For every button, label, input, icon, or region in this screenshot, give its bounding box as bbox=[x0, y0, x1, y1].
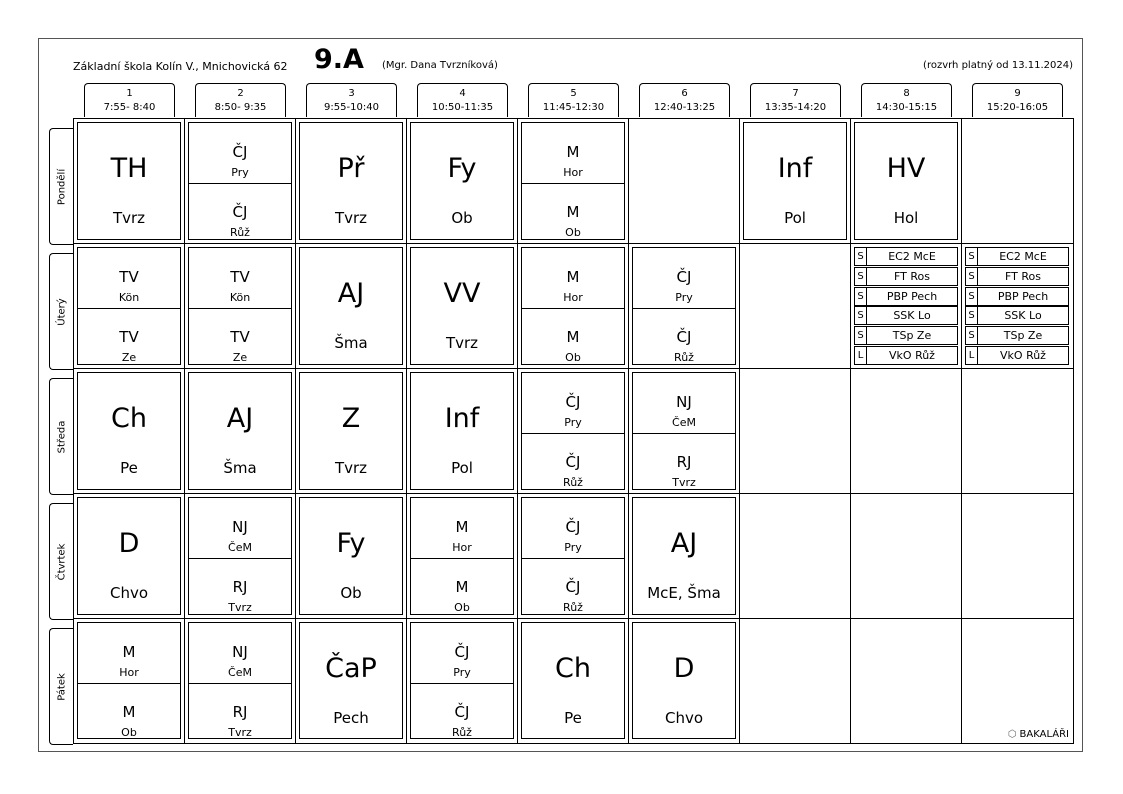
day-label bbox=[49, 128, 73, 245]
lesson-half[interactable] bbox=[78, 308, 180, 366]
period-header bbox=[750, 83, 841, 117]
lesson-subject: ČJ bbox=[565, 578, 581, 596]
group-row[interactable] bbox=[965, 287, 1069, 306]
group-text: TSp Ze bbox=[892, 329, 932, 343]
period-time: 12:40-13:25 bbox=[653, 102, 716, 113]
group-text: SSK Lo bbox=[1004, 309, 1042, 323]
day-name: Pondělí bbox=[56, 168, 67, 205]
lesson-subject: D bbox=[673, 653, 695, 684]
lesson-subject: M bbox=[566, 268, 580, 286]
lesson-subject: RJ bbox=[232, 703, 248, 721]
group-row[interactable] bbox=[965, 346, 1069, 365]
lesson-teacher: Ze bbox=[232, 351, 248, 364]
lesson-teacher: Pry bbox=[231, 166, 249, 179]
period-time: 7:55- 8:40 bbox=[103, 102, 156, 113]
period-header bbox=[972, 83, 1063, 117]
group-text: PBP Pech bbox=[997, 289, 1049, 303]
period-number: 6 bbox=[681, 88, 688, 99]
lesson-subject: M bbox=[455, 578, 469, 596]
lesson-half[interactable] bbox=[78, 248, 180, 309]
period-number: 1 bbox=[126, 88, 133, 99]
lesson-teacher: Pol bbox=[451, 459, 473, 477]
grid-line-v bbox=[184, 119, 185, 743]
group-type: S bbox=[966, 327, 978, 344]
lesson-teacher: Růž bbox=[674, 351, 694, 364]
group-row[interactable] bbox=[854, 346, 958, 365]
group-row[interactable] bbox=[965, 247, 1069, 266]
lesson-half[interactable] bbox=[78, 623, 180, 684]
period-header bbox=[195, 83, 286, 117]
lesson-subject: TV bbox=[119, 328, 139, 346]
day-name: Úterý bbox=[56, 297, 67, 326]
grid-line-h bbox=[74, 243, 1073, 244]
lesson-subject: VV bbox=[443, 278, 481, 309]
lesson-cell[interactable] bbox=[521, 622, 625, 739]
lesson-cell[interactable] bbox=[632, 622, 736, 739]
lesson-teacher: Pry bbox=[564, 541, 582, 554]
lesson-teacher: Ob bbox=[340, 584, 362, 602]
lesson-cell[interactable] bbox=[299, 247, 403, 365]
period-number: 4 bbox=[459, 88, 466, 99]
lesson-cell[interactable] bbox=[410, 247, 514, 365]
lesson-cell[interactable] bbox=[299, 497, 403, 615]
grid-line-h bbox=[74, 493, 1073, 494]
period-header bbox=[306, 83, 397, 117]
lesson-half[interactable] bbox=[189, 183, 291, 241]
group-row[interactable] bbox=[854, 287, 958, 306]
day-name: Středa bbox=[56, 420, 67, 453]
period-time: 11:45-12:30 bbox=[542, 102, 605, 113]
lesson-cell[interactable] bbox=[521, 497, 625, 615]
lesson-cell[interactable] bbox=[77, 122, 181, 240]
lesson-subject: TH bbox=[110, 153, 148, 184]
lesson-half[interactable] bbox=[189, 623, 291, 684]
lesson-subject: Fy bbox=[447, 153, 477, 184]
period-time: 8:50- 9:35 bbox=[214, 102, 267, 113]
day-name: Pátek bbox=[56, 672, 67, 701]
group-type: S bbox=[855, 268, 867, 285]
lesson-subject: HV bbox=[886, 153, 926, 184]
lesson-subject: M bbox=[566, 143, 580, 161]
grid-line-v bbox=[406, 119, 407, 743]
lesson-subject: M bbox=[566, 328, 580, 346]
lesson-subject: ČJ bbox=[454, 643, 470, 661]
lesson-subject: TV bbox=[230, 268, 250, 286]
grid-line-h bbox=[74, 368, 1073, 369]
lesson-cell[interactable] bbox=[188, 372, 292, 490]
lesson-teacher: Hor bbox=[119, 666, 139, 679]
lesson-subject: M bbox=[122, 703, 136, 721]
lesson-cell[interactable] bbox=[410, 497, 514, 615]
day-name: Čtvrtek bbox=[56, 543, 67, 580]
lesson-half[interactable] bbox=[522, 558, 624, 616]
grid-line-v bbox=[739, 119, 740, 743]
lesson-teacher: ČeM bbox=[672, 416, 696, 429]
group-type: S bbox=[855, 307, 867, 324]
period-time: 15:20-16:05 bbox=[986, 102, 1049, 113]
day-label bbox=[49, 503, 73, 620]
lesson-half[interactable] bbox=[633, 433, 735, 491]
valid-from: (rozvrh platný od 13.11.2024) bbox=[923, 60, 1073, 71]
lesson-subject: ČJ bbox=[676, 268, 692, 286]
group-type: S bbox=[855, 288, 867, 305]
lesson-teacher: Pech bbox=[333, 709, 369, 727]
period-number: 3 bbox=[348, 88, 355, 99]
grid-line-v bbox=[517, 119, 518, 743]
lesson-cell[interactable] bbox=[632, 497, 736, 615]
period-header bbox=[861, 83, 952, 117]
lesson-teacher: Pe bbox=[564, 709, 582, 727]
lesson-cell[interactable] bbox=[854, 122, 958, 240]
lesson-subject: Př bbox=[337, 153, 365, 184]
lesson-cell[interactable] bbox=[188, 497, 292, 615]
lesson-subject: Ch bbox=[555, 653, 591, 684]
lesson-subject: NJ bbox=[232, 643, 248, 661]
group-type: S bbox=[966, 288, 978, 305]
lesson-half[interactable] bbox=[633, 308, 735, 366]
lesson-teacher: Tvrz bbox=[228, 726, 252, 739]
group-text: EC2 McE bbox=[888, 250, 936, 263]
period-time: 14:30-15:15 bbox=[875, 102, 938, 113]
group-type: S bbox=[966, 248, 978, 265]
lesson-teacher: Pry bbox=[675, 291, 693, 304]
lesson-teacher: Hol bbox=[893, 209, 919, 227]
lesson-subject: NJ bbox=[676, 393, 692, 411]
lesson-subject: ČJ bbox=[232, 203, 248, 221]
lesson-teacher: Chvo bbox=[664, 709, 704, 727]
period-time: 9:55-10:40 bbox=[324, 102, 379, 113]
lesson-teacher: Hor bbox=[452, 541, 472, 554]
lesson-subject: RJ bbox=[676, 453, 692, 471]
lesson-cell[interactable] bbox=[521, 372, 625, 490]
period-number: 9 bbox=[1014, 88, 1021, 99]
lesson-cell[interactable] bbox=[632, 247, 736, 365]
lesson-subject: Ch bbox=[111, 403, 147, 434]
lesson-teacher: Pry bbox=[564, 416, 582, 429]
lesson-half[interactable] bbox=[522, 498, 624, 559]
lesson-subject: ČJ bbox=[676, 328, 692, 346]
lesson-teacher: Tvrz bbox=[112, 209, 146, 227]
lesson-subject: M bbox=[566, 203, 580, 221]
lesson-subject: Inf bbox=[444, 403, 480, 434]
class-teacher: (Mgr. Dana Tvrzníková) bbox=[382, 60, 498, 71]
lesson-half[interactable] bbox=[522, 123, 624, 184]
lesson-teacher: Tvrz bbox=[228, 601, 252, 614]
lesson-teacher: Tvrz bbox=[334, 209, 368, 227]
lesson-teacher: Růž bbox=[563, 601, 583, 614]
lesson-cell[interactable] bbox=[77, 247, 181, 365]
lesson-teacher: Tvrz bbox=[334, 459, 368, 477]
lesson-subject: M bbox=[122, 643, 136, 661]
lesson-half[interactable] bbox=[411, 498, 513, 559]
lesson-half[interactable] bbox=[189, 558, 291, 616]
period-header bbox=[528, 83, 619, 117]
group-lessons[interactable] bbox=[854, 247, 958, 365]
lesson-half[interactable] bbox=[189, 248, 291, 309]
lesson-teacher: Ob bbox=[565, 226, 581, 239]
lesson-subject: ČaP bbox=[325, 653, 377, 684]
lesson-half[interactable] bbox=[633, 248, 735, 309]
group-row[interactable] bbox=[854, 306, 958, 325]
group-type: S bbox=[855, 248, 867, 265]
group-type: L bbox=[966, 347, 978, 364]
lesson-subject: ČJ bbox=[565, 518, 581, 536]
lesson-teacher: Ob bbox=[451, 209, 473, 227]
lesson-teacher: ČeM bbox=[228, 666, 252, 679]
group-row[interactable] bbox=[854, 267, 958, 286]
period-number: 2 bbox=[237, 88, 244, 99]
day-label bbox=[49, 628, 73, 745]
lesson-teacher: Ob bbox=[454, 601, 470, 614]
lesson-half[interactable] bbox=[522, 248, 624, 309]
lesson-subject: ČJ bbox=[232, 143, 248, 161]
lesson-teacher: Šma bbox=[223, 459, 257, 477]
period-time: 13:35-14:20 bbox=[764, 102, 827, 113]
lesson-subject: Z bbox=[341, 403, 361, 434]
lesson-teacher: ČeM bbox=[228, 541, 252, 554]
group-text: VkO Růž bbox=[889, 349, 935, 362]
lesson-teacher: Tvrz bbox=[445, 334, 479, 352]
group-row[interactable] bbox=[965, 306, 1069, 325]
lesson-teacher: Růž bbox=[563, 476, 583, 489]
lesson-half[interactable] bbox=[522, 433, 624, 491]
lesson-teacher: Růž bbox=[230, 226, 250, 239]
lesson-teacher: Šma bbox=[334, 334, 368, 352]
group-type: S bbox=[966, 307, 978, 324]
lesson-subject: TV bbox=[119, 268, 139, 286]
lesson-cell[interactable] bbox=[410, 622, 514, 739]
lesson-cell[interactable] bbox=[299, 372, 403, 490]
group-lessons[interactable] bbox=[965, 247, 1069, 365]
school-name: Základní škola Kolín V., Mnichovická 62 bbox=[73, 60, 288, 73]
group-text: SSK Lo bbox=[893, 309, 931, 323]
lesson-cell[interactable] bbox=[77, 497, 181, 615]
group-row[interactable] bbox=[854, 247, 958, 266]
lesson-subject: AJ bbox=[226, 403, 254, 434]
group-type: S bbox=[855, 327, 867, 344]
lesson-cell[interactable] bbox=[77, 622, 181, 739]
lesson-subject: AJ bbox=[670, 528, 698, 559]
period-header bbox=[639, 83, 730, 117]
group-type: L bbox=[855, 347, 867, 364]
lesson-teacher: Ze bbox=[121, 351, 137, 364]
lesson-cell[interactable] bbox=[410, 372, 514, 490]
lesson-half[interactable] bbox=[522, 373, 624, 434]
lesson-subject: M bbox=[455, 518, 469, 536]
lesson-half[interactable] bbox=[522, 183, 624, 241]
lesson-subject: NJ bbox=[232, 518, 248, 536]
lesson-subject: RJ bbox=[232, 578, 248, 596]
lesson-teacher: Pol bbox=[784, 209, 806, 227]
lesson-teacher: Tvrz bbox=[672, 476, 696, 489]
lesson-cell[interactable] bbox=[299, 122, 403, 240]
lesson-cell[interactable] bbox=[410, 122, 514, 240]
group-text: FT Ros bbox=[1005, 269, 1041, 283]
group-text: TSp Ze bbox=[1003, 329, 1043, 343]
lesson-cell[interactable] bbox=[521, 122, 625, 240]
class-title: 9.A bbox=[314, 44, 364, 75]
lesson-half[interactable] bbox=[189, 123, 291, 184]
timetable-grid bbox=[73, 118, 1074, 744]
group-row[interactable] bbox=[965, 267, 1069, 286]
lesson-half[interactable] bbox=[411, 623, 513, 684]
lesson-teacher: McE, Šma bbox=[647, 584, 721, 602]
group-text: PBP Pech bbox=[886, 289, 938, 303]
grid-line-v bbox=[295, 119, 296, 743]
lesson-half[interactable] bbox=[633, 373, 735, 434]
lesson-teacher: Hor bbox=[563, 291, 583, 304]
grid-line-v bbox=[850, 119, 851, 743]
period-number: 7 bbox=[792, 88, 799, 99]
lesson-half[interactable] bbox=[189, 683, 291, 741]
lesson-teacher: Kön bbox=[118, 291, 140, 304]
lesson-cell[interactable] bbox=[743, 122, 847, 240]
grid-line-v bbox=[628, 119, 629, 743]
period-number: 8 bbox=[903, 88, 910, 99]
lesson-cell[interactable] bbox=[188, 247, 292, 365]
period-header bbox=[84, 83, 175, 117]
lesson-teacher: Pe bbox=[120, 459, 138, 477]
lesson-teacher: Hor bbox=[563, 166, 583, 179]
group-type: S bbox=[966, 268, 978, 285]
grid-line-v bbox=[961, 119, 962, 743]
brand-logo bbox=[1008, 729, 1069, 740]
period-number: 5 bbox=[570, 88, 577, 99]
group-row[interactable] bbox=[965, 326, 1069, 345]
lesson-half[interactable] bbox=[189, 308, 291, 366]
lesson-half[interactable] bbox=[189, 498, 291, 559]
lesson-cell[interactable] bbox=[188, 622, 292, 739]
lesson-cell[interactable] bbox=[632, 372, 736, 490]
lesson-teacher: Chvo bbox=[109, 584, 149, 602]
day-label bbox=[49, 378, 73, 495]
lesson-cell[interactable] bbox=[77, 372, 181, 490]
lesson-half[interactable] bbox=[522, 308, 624, 366]
lesson-subject: AJ bbox=[337, 278, 365, 309]
lesson-subject: Fy bbox=[336, 528, 366, 559]
lesson-teacher: Růž bbox=[452, 726, 472, 739]
lesson-cell[interactable] bbox=[299, 622, 403, 739]
lesson-subject: TV bbox=[230, 328, 250, 346]
hexagon-icon: ⬡ bbox=[1007, 729, 1017, 740]
brand-text: BAKALÁŘI bbox=[1019, 729, 1069, 740]
lesson-teacher: Pry bbox=[453, 666, 471, 679]
grid-line-h bbox=[74, 618, 1073, 619]
lesson-cell[interactable] bbox=[521, 247, 625, 365]
lesson-subject: ČJ bbox=[454, 703, 470, 721]
group-row[interactable] bbox=[854, 326, 958, 345]
day-label bbox=[49, 253, 73, 370]
lesson-half[interactable] bbox=[411, 558, 513, 616]
lesson-teacher: Ob bbox=[565, 351, 581, 364]
group-text: VkO Růž bbox=[1000, 349, 1046, 362]
period-header bbox=[417, 83, 508, 117]
lesson-subject: ČJ bbox=[565, 393, 581, 411]
lesson-subject: ČJ bbox=[565, 453, 581, 471]
lesson-cell[interactable] bbox=[188, 122, 292, 240]
lesson-half[interactable] bbox=[78, 683, 180, 741]
lesson-subject: Inf bbox=[777, 153, 813, 184]
group-text: EC2 McE bbox=[999, 250, 1047, 263]
lesson-subject: D bbox=[118, 528, 140, 559]
lesson-teacher: Ob bbox=[121, 726, 137, 739]
period-time: 10:50-11:35 bbox=[431, 102, 494, 113]
lesson-half[interactable] bbox=[411, 683, 513, 741]
lesson-teacher: Kön bbox=[229, 291, 251, 304]
group-text: FT Ros bbox=[894, 269, 930, 283]
